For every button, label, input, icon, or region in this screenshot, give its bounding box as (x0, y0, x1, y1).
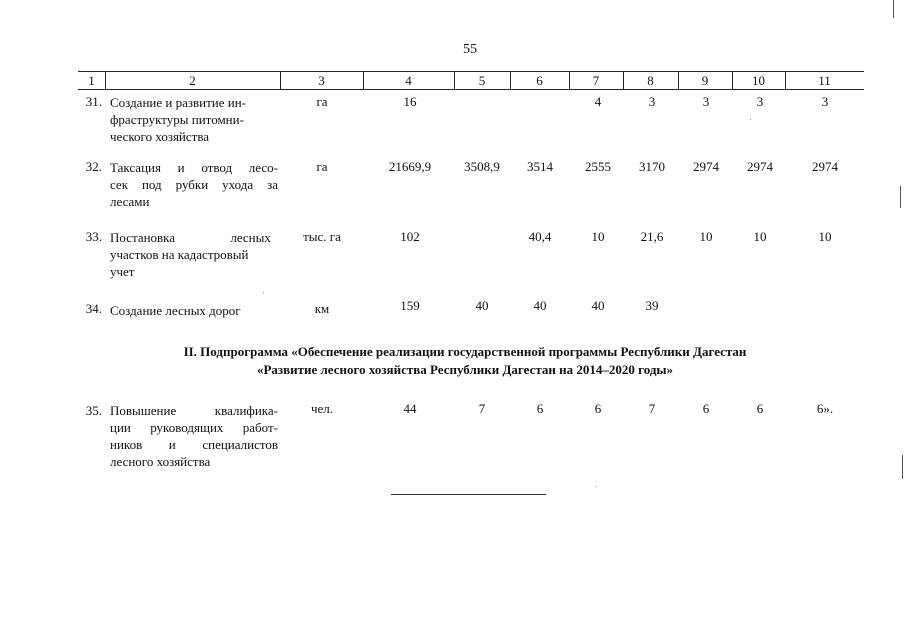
row-name-line: Создание лесных дорог (110, 303, 241, 318)
row-value: 2974 (693, 159, 719, 174)
row-unit: км (314, 301, 330, 316)
footer-rule (391, 494, 546, 495)
row-value: 3170 (639, 159, 665, 174)
row-value: 10 (818, 229, 832, 244)
scan-speck (750, 119, 751, 120)
row-name-line: ции руководящих работ- (110, 420, 278, 435)
row-number: 35. (85, 403, 102, 418)
header-col-2: 2 (189, 73, 196, 88)
row-value: 6 (536, 401, 544, 416)
row-number: 34. (85, 301, 102, 316)
header-col-4: 4 (405, 73, 412, 88)
row-name (110, 229, 278, 280)
scan-edge-mark (893, 0, 894, 18)
row-value: 6 (756, 401, 764, 416)
header-col-6: 6 (536, 73, 543, 88)
row-value: 44 (403, 401, 417, 416)
row-value: 40 (475, 298, 489, 313)
header-col-1: 1 (88, 73, 95, 88)
row-value: 39 (645, 298, 659, 313)
row-unit: га (316, 159, 328, 174)
header-col-11: 11 (818, 73, 831, 88)
row-name-line: ников и специалистов (110, 437, 278, 452)
scan-edge-mark (900, 186, 901, 208)
row-name (110, 94, 278, 145)
row-value: 10 (753, 229, 767, 244)
row-value: 40 (533, 298, 547, 313)
scan-edge-mark (902, 455, 903, 479)
row-value: 3 (648, 94, 656, 109)
row-value: 21,6 (640, 229, 664, 244)
row-name-line: лесного хозяйства (110, 454, 211, 469)
header-col-3: 3 (318, 73, 325, 88)
page-number: 55 (463, 42, 477, 57)
header-col-5: 5 (478, 73, 486, 88)
row-value: 3 (756, 94, 764, 109)
row-unit: тыс. га (303, 229, 341, 244)
row-value: 3514 (527, 159, 553, 174)
row-name-line: Повышение квалифика- (110, 403, 278, 418)
scan-speck (596, 486, 597, 487)
row-value: 40,4 (528, 229, 552, 244)
row-value: 2974 (747, 159, 773, 174)
row-name (110, 402, 278, 470)
row-name-line: учет (110, 264, 135, 279)
header-col-8: 8 (647, 73, 654, 88)
section-heading-line-1: II. Подпрограмма «Обеспечение реализации государственной программы Республики Дагестан (183, 344, 747, 359)
row-value: 6 (702, 401, 710, 416)
row-value: 3 (821, 94, 829, 109)
row-value: 7 (478, 401, 486, 416)
row-value: 21669,9 (388, 159, 432, 174)
header-bottom-rule (78, 89, 864, 90)
row-name-line: Создание и развитие ин- (110, 95, 246, 110)
scan-speck (263, 292, 264, 293)
row-number: 31. (85, 94, 102, 109)
row-name-line: Таксация и отвод лесо- (110, 160, 278, 175)
row-value: 6 (594, 401, 602, 416)
row-name (110, 159, 278, 210)
row-value: 40 (591, 298, 605, 313)
row-name-line: сек под рубки ухода за (110, 177, 278, 192)
row-name-line: фраструктуры питомни- (110, 112, 244, 127)
row-name-line: лесами (110, 194, 150, 209)
row-value: 2974 (812, 159, 838, 174)
row-value: 16 (403, 94, 417, 109)
row-name-line: ческого хозяйства (110, 129, 210, 144)
row-value: 10 (591, 229, 605, 244)
row-name-line: Постановка лесных (110, 230, 271, 245)
row-value: 102 (400, 229, 420, 244)
row-value: 4 (594, 94, 602, 109)
header-col-7: 7 (592, 73, 600, 88)
row-value: 2555 (585, 159, 611, 174)
header-col-10: 10 (752, 73, 765, 88)
header-col-9: 9 (701, 73, 709, 88)
row-value: 3 (702, 94, 710, 109)
row-value: 6». (816, 401, 834, 416)
row-unit: чел. (310, 401, 334, 416)
row-value: 10 (699, 229, 713, 244)
row-value: 3508,9 (464, 159, 500, 174)
row-number: 32. (85, 159, 102, 174)
row-unit: га (316, 94, 328, 109)
section-heading-line-2: «Развитие лесного хозяйства Республики Дагестан на 2014–2020 годы» (256, 362, 674, 377)
row-value: 159 (400, 298, 420, 313)
row-name-line: участков на кадастровый (110, 247, 249, 262)
row-value: 7 (648, 401, 656, 416)
row-name (110, 302, 278, 319)
row-number: 33. (85, 229, 102, 244)
